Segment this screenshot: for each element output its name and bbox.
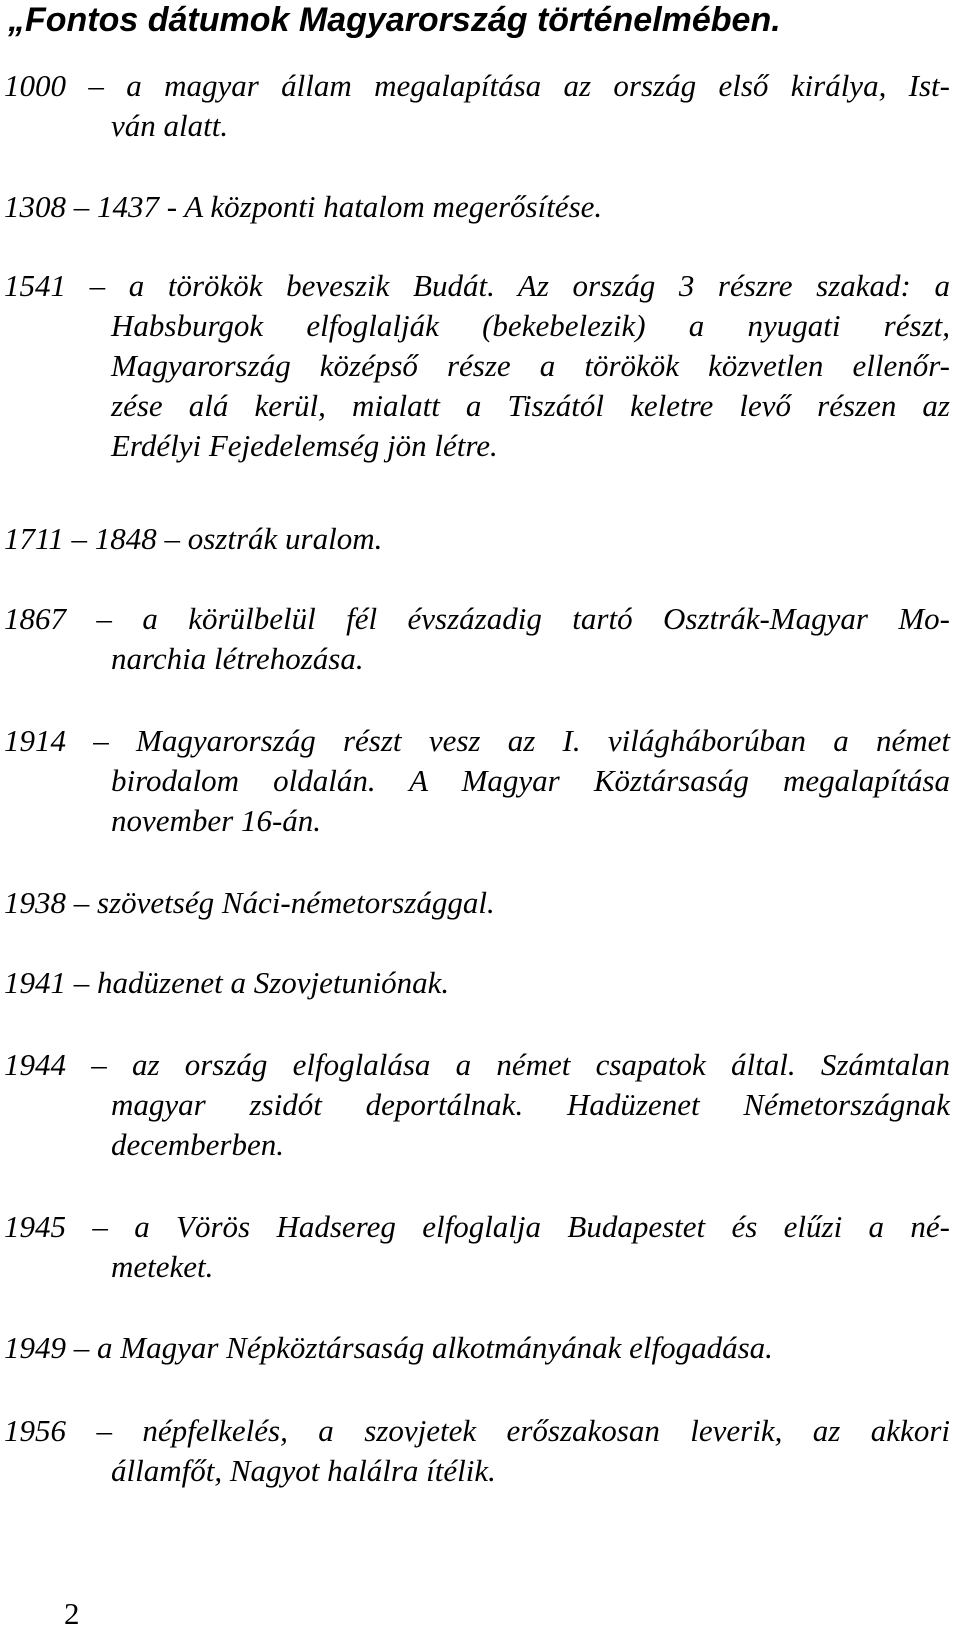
entry-line: 1938 – szövetség Náci-németországgal. xyxy=(4,885,495,920)
timeline-entry-1956 xyxy=(4,1411,950,1491)
timeline-entry-1941 xyxy=(4,963,950,1003)
entry-line: november 16-án. xyxy=(111,803,322,838)
timeline-entry-1867 xyxy=(4,599,950,679)
entry-line: 1944 – az ország elfoglalása a német csapatok által. Számtalan xyxy=(4,1047,950,1082)
page-number: 2 xyxy=(64,1596,80,1631)
entry-line: zése alá kerül, mialatt a Tiszától keletre levő részen az xyxy=(111,388,950,423)
entry-line: magyar zsidót deportálnak. Hadüzenet Németországnak xyxy=(111,1087,950,1122)
entry-line: 1000 – a magyar állam megalapítása az ország első királya, Ist- xyxy=(4,68,950,103)
timeline-entry-1945 xyxy=(4,1207,950,1287)
entry-line: 1941 – hadüzenet a Szovjetuniónak. xyxy=(4,965,450,1000)
entry-line: Erdélyi Fejedelemség jön létre. xyxy=(111,428,498,463)
document-title: „Fontos dátumok Magyarország történelmében. xyxy=(8,1,781,39)
entry-line: Magyarország középső része a törökök közvetlen ellenőr- xyxy=(111,348,950,383)
entry-line: meteket. xyxy=(111,1249,214,1284)
entry-line: Habsburgok elfoglalják (bekebelezik) a nyugati részt, xyxy=(111,308,950,343)
entry-line: decemberben. xyxy=(111,1127,284,1162)
entry-line: 1308 – 1437 - A központi hatalom megerősítése. xyxy=(4,189,603,224)
entry-line: 1949 – a Magyar Népköztársaság alkotmányának elfogadása. xyxy=(4,1330,773,1365)
timeline-entry-1914 xyxy=(4,721,950,841)
timeline-entry-1949 xyxy=(4,1328,950,1368)
entry-line: birodalom oldalán. A Magyar Köztársaság megalapítása xyxy=(111,763,950,798)
timeline-entry-1541 xyxy=(4,266,950,466)
entry-line: 1914 – Magyarország részt vesz az I. világháborúban a német xyxy=(4,723,950,758)
entry-line: 1945 – a Vörös Hadsereg elfoglalja Budapestet és elűzi a né- xyxy=(4,1209,950,1244)
entry-line: államfőt, Nagyot halálra ítélik. xyxy=(111,1453,496,1488)
timeline-entry-1000 xyxy=(4,66,950,146)
timeline-entry-1938 xyxy=(4,883,950,923)
entry-line: ván alatt. xyxy=(111,108,229,143)
entry-line: 1541 – a törökök beveszik Budát. Az ország 3 részre szakad: a xyxy=(4,268,950,303)
entry-line: narchia létrehozása. xyxy=(111,641,364,676)
timeline-entry-1944 xyxy=(4,1045,950,1165)
entry-line: 1711 – 1848 – osztrák uralom. xyxy=(4,521,383,556)
entry-line: 1956 – népfelkelés, a szovjetek erőszakosan leverik, az akkori xyxy=(4,1413,950,1448)
timeline-entry-1308 xyxy=(4,187,950,227)
entry-line: 1867 – a körülbelül fél évszázadig tartó Osztrák-Magyar Mo- xyxy=(4,601,950,636)
timeline-entry-1711 xyxy=(4,519,950,559)
